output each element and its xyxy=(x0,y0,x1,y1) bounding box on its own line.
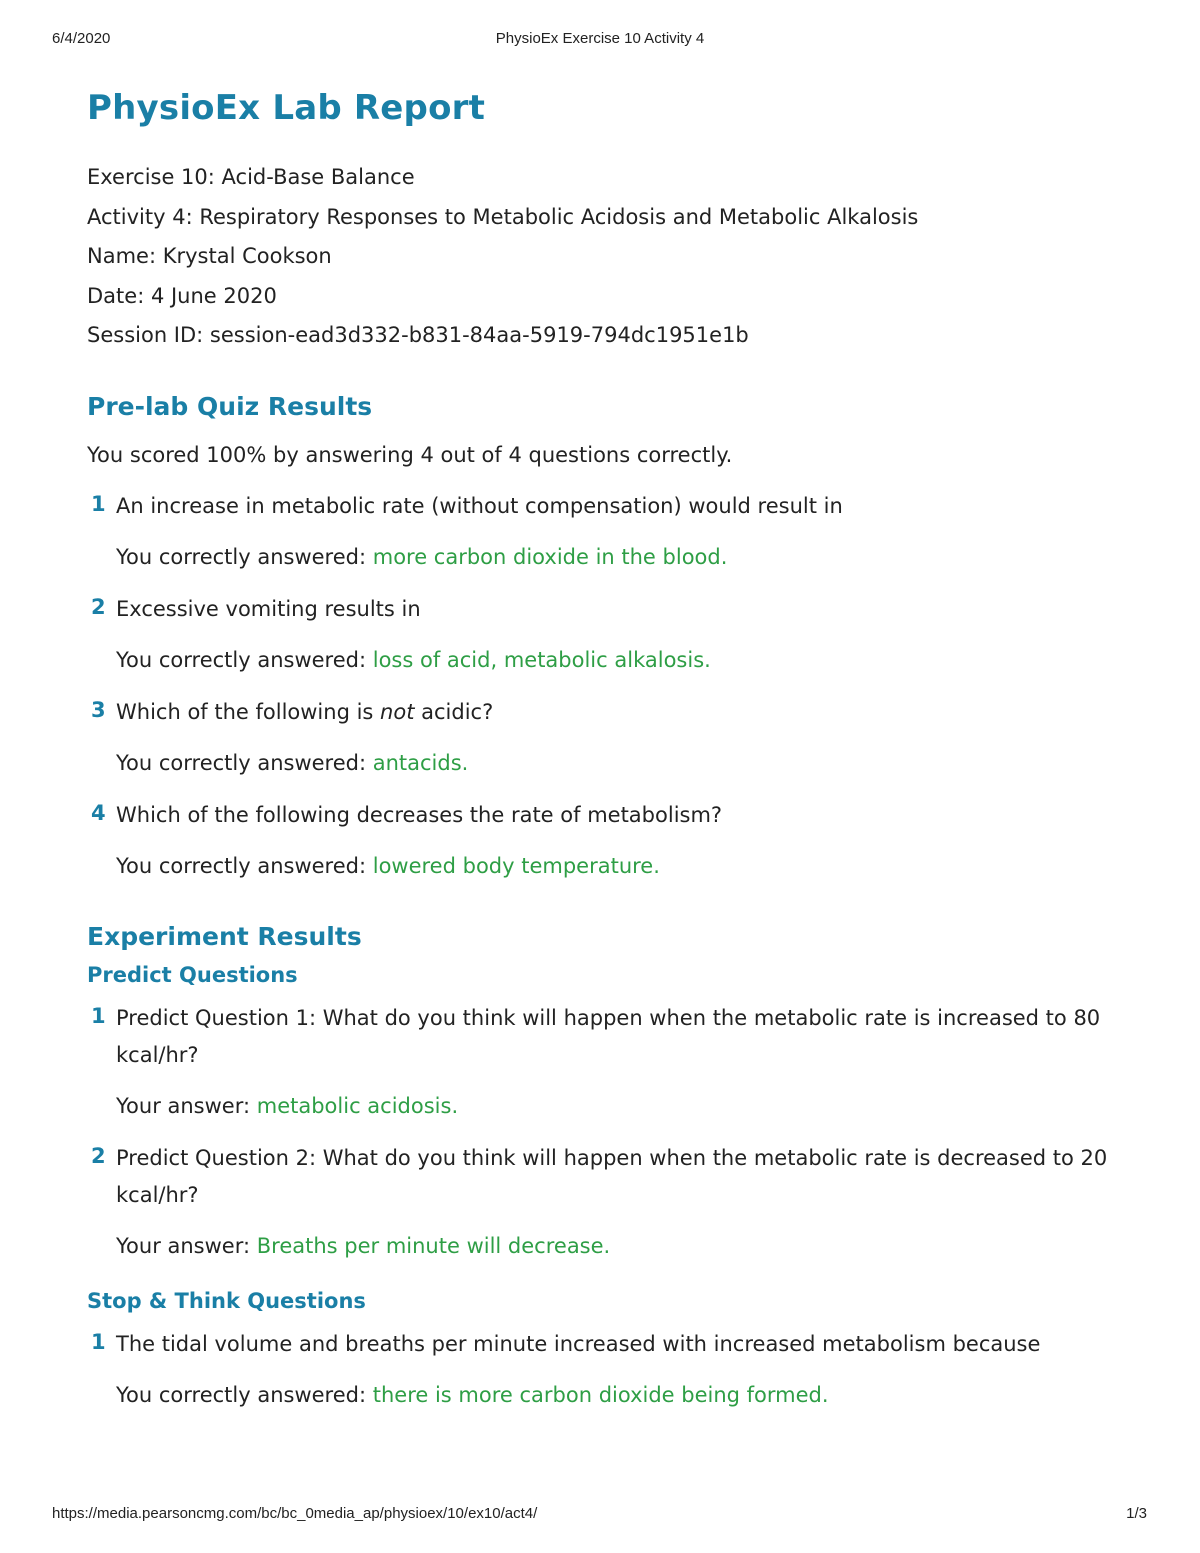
answer-value: there is more carbon dioxide being formed. xyxy=(372,1382,829,1407)
report-title: PhysioEx Lab Report xyxy=(87,88,486,128)
answer-label: You correctly answered: xyxy=(116,544,373,569)
question-answer xyxy=(116,541,1127,573)
question-text: Excessive vomiting results in xyxy=(116,596,421,621)
answer-value: loss of acid, metabolic alkalosis. xyxy=(372,647,711,672)
print-header xyxy=(0,30,1200,52)
question-number: 4 xyxy=(91,800,106,825)
predict-question-2 xyxy=(87,1140,1127,1262)
question-text-pre: Which of the following is xyxy=(116,699,381,724)
question-number: 1 xyxy=(91,1003,106,1028)
prelab-question-2 xyxy=(87,591,1127,676)
answer-value: Breaths per minute will decrease. xyxy=(256,1233,611,1258)
answer-value: lowered body temperature. xyxy=(372,853,660,878)
exercise-line: Exercise 10: Acid-Base Balance xyxy=(87,165,415,189)
prelab-heading: Pre-lab Quiz Results xyxy=(87,391,373,421)
answer-label: You correctly answered: xyxy=(116,1382,373,1407)
question-answer xyxy=(116,850,1127,882)
question-answer xyxy=(116,1230,1127,1262)
question-text: The tidal volume and breaths per minute increased with increased metabolism because xyxy=(116,1331,1041,1356)
prelab-question-3 xyxy=(87,694,1127,779)
print-date: 6/4/2020 xyxy=(52,30,111,47)
predict-question-1 xyxy=(87,1000,1127,1122)
question-answer xyxy=(116,1379,1127,1411)
question-answer xyxy=(116,747,1127,779)
question-text xyxy=(116,694,1127,731)
experiment-heading: Experiment Results xyxy=(87,921,362,951)
question-text: Which of the following decreases the rate of metabolism? xyxy=(116,802,723,827)
answer-value: more carbon dioxide in the blood. xyxy=(372,544,728,569)
report-meta xyxy=(87,158,1127,356)
question-number: 2 xyxy=(91,594,106,619)
name-line: Name: Krystal Cookson xyxy=(87,244,332,268)
prelab-score: You scored 100% by answering 4 out of 4 questions correctly. xyxy=(87,442,733,467)
print-url: https://media.pearsoncmg.com/bc/bc_0media_ap/physioex/10/ex10/act4/ xyxy=(52,1505,538,1522)
answer-label: Your answer: xyxy=(116,1093,257,1118)
question-number: 1 xyxy=(91,491,106,516)
answer-value: metabolic acidosis. xyxy=(256,1093,459,1118)
date-line: Date: 4 June 2020 xyxy=(87,283,277,308)
answer-label: You correctly answered: xyxy=(116,853,373,878)
question-number: 2 xyxy=(91,1143,106,1168)
predict-heading: Predict Questions xyxy=(87,962,298,987)
session-line: Session ID: session-ead3d332-b831-84aa-5919-794dc1951e1b xyxy=(87,323,749,347)
question-answer xyxy=(116,644,1127,676)
question-text: Predict Question 1: What do you think will happen when the metabolic rate is increased to 80 kcal/hr? xyxy=(116,1005,1101,1067)
answer-label: You correctly answered: xyxy=(116,750,373,775)
question-number: 1 xyxy=(91,1329,106,1354)
question-text-emphasis: not xyxy=(380,699,415,724)
stop-question-1 xyxy=(87,1326,1127,1411)
print-footer xyxy=(0,1505,1200,1527)
question-number: 3 xyxy=(91,697,106,722)
activity-line: Activity 4: Respiratory Responses to Metabolic Acidosis and Metabolic Alkalosis xyxy=(87,204,919,229)
print-page-number: 1/3 xyxy=(1126,1505,1147,1522)
answer-label: You correctly answered: xyxy=(116,647,373,672)
prelab-question-4 xyxy=(87,797,1127,882)
answer-value: antacids. xyxy=(372,750,469,775)
print-page-title: PhysioEx Exercise 10 Activity 4 xyxy=(495,30,705,47)
question-text-post: acidic? xyxy=(414,699,494,724)
stop-think-heading: Stop & Think Questions xyxy=(87,1288,366,1313)
report-content xyxy=(87,82,1127,1411)
answer-label: Your answer: xyxy=(116,1233,257,1258)
prelab-question-1 xyxy=(87,488,1127,573)
question-text: An increase in metabolic rate (without compensation) would result in xyxy=(116,493,843,518)
question-answer xyxy=(116,1090,1127,1122)
question-text: Predict Question 2: What do you think will happen when the metabolic rate is decreased to 20 kcal/hr? xyxy=(116,1145,1108,1207)
